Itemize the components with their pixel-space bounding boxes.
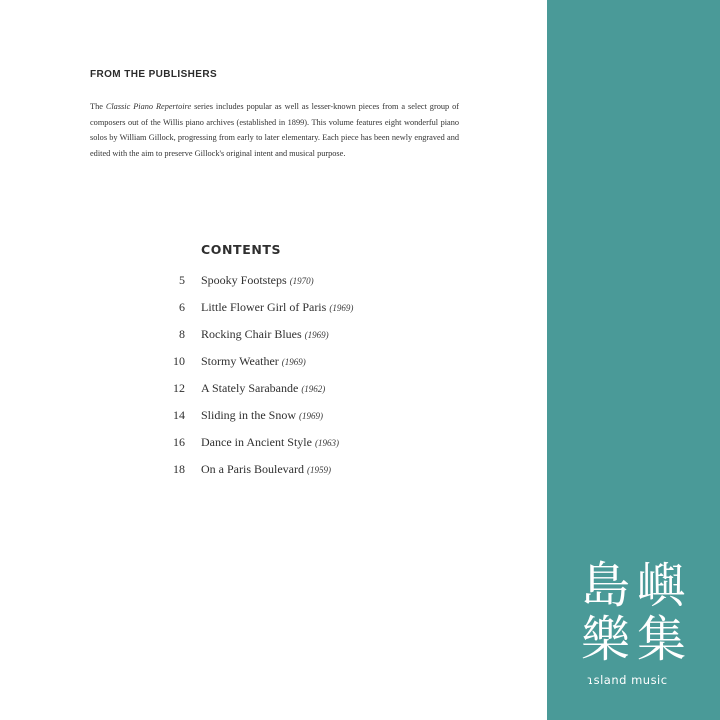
contents-item-title	[201, 462, 331, 477]
contents-item-title	[201, 273, 314, 288]
contents-item	[0, 300, 547, 318]
logo-char: 樂	[581, 611, 631, 668]
logo-char: 嶼	[637, 557, 687, 614]
contents-item-name: Rocking Chair Blues	[201, 327, 302, 341]
contents-item-page: 14	[173, 408, 185, 422]
contents-item-year: (1969)	[304, 330, 329, 340]
contents-item-name: Sliding in the Snow	[201, 408, 297, 422]
contents-item	[0, 408, 547, 426]
contents-item	[0, 381, 547, 399]
contents-item-page: 16	[173, 435, 185, 449]
intro-series-name: Classic Piano Repertoire	[105, 102, 192, 111]
publishers-heading: FROM THE PUBLISHERS	[90, 69, 218, 80]
contents-item-title	[201, 435, 339, 450]
contents-item-title	[201, 354, 306, 369]
contents-item-name: Stormy Weather	[201, 354, 279, 368]
contents-item	[0, 327, 547, 345]
contents-item-year: (1963)	[314, 438, 339, 448]
contents-item-title	[201, 408, 323, 423]
island-music-logo	[577, 557, 697, 690]
contents-item	[0, 354, 547, 372]
contents-item-year: (1969)	[299, 411, 324, 421]
contents-item	[0, 462, 547, 480]
contents-item-page: 18	[173, 462, 185, 476]
contents-heading: CONTENTS	[201, 242, 282, 257]
contents-item-year: (1959)	[306, 465, 331, 475]
contents-item-title	[201, 381, 325, 396]
contents-item-page: 12	[173, 381, 185, 395]
contents-item-page: 10	[173, 354, 185, 368]
contents-item-name: Dance in Ancient Style	[201, 435, 312, 449]
intro-rest: series includes popular as well as lesser-known pieces from a select group of composers out of the Willis piano archives (established in 1899). This volume features eight wonderful piano solos by William Gillock, progressing from early to later elementary. Each piece has been newly engraved and edited with the aim to preserve Gillock's original intent and musical purpose.	[90, 102, 459, 158]
contents-item-year: (1969)	[329, 303, 354, 313]
contents-item	[0, 435, 547, 453]
logo-char: 集	[637, 611, 687, 668]
contents-item-name: Little Flower Girl of Paris	[201, 300, 327, 314]
contents-item-title	[201, 300, 353, 315]
intro-lead: The	[90, 102, 106, 111]
publishers-intro	[90, 99, 459, 161]
contents-item-page: 8	[179, 327, 185, 341]
logo-char: 島	[581, 557, 631, 614]
contents-item-title	[201, 327, 329, 342]
contents-item-page: 6	[179, 300, 185, 314]
contents-item-name: A Stately Sarabande	[201, 381, 299, 395]
contents-item-year: (1969)	[281, 357, 306, 367]
logo-english-text: ɿsland music	[587, 673, 668, 687]
contents-item-name: On a Paris Boulevard	[201, 462, 304, 476]
contents-item	[0, 273, 547, 291]
contents-item-page: 5	[179, 273, 185, 287]
contents-item-year: (1970)	[289, 276, 314, 286]
contents-item-name: Spooky Footsteps	[201, 273, 287, 287]
contents-item-year: (1962)	[301, 384, 326, 394]
